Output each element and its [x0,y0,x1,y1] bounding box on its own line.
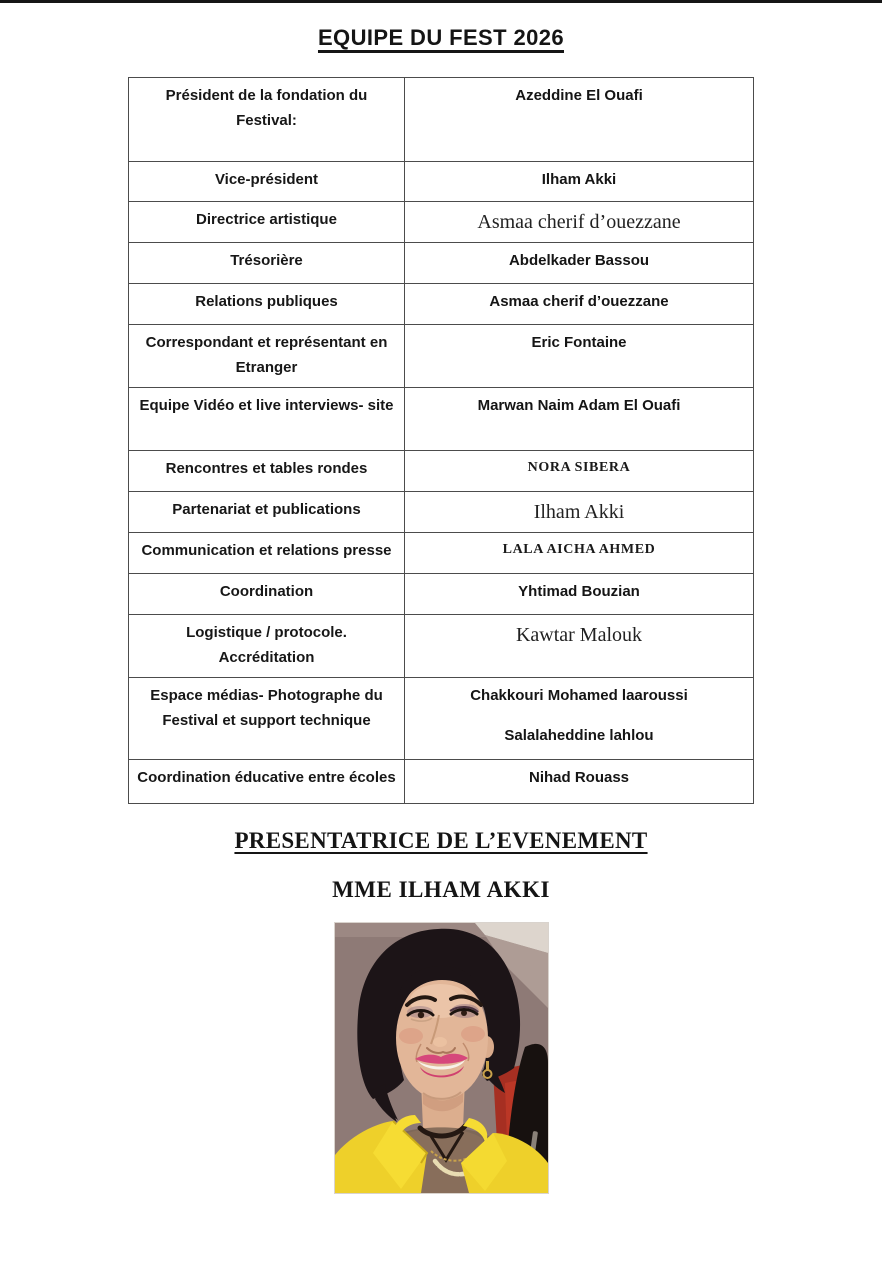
team-table-row [129,492,754,533]
team-table-row [129,760,754,804]
role-cell: Coordination [129,574,405,615]
name-cell [405,243,754,284]
name-cell [405,678,754,760]
presenter-portrait-illustration [335,923,548,1193]
name-cell [405,492,754,533]
team-table-row [129,678,754,760]
presenter-heading: PRESENTATRICE DE L’EVENEMENT [234,828,648,853]
name-line: Ilham Akki [541,171,617,188]
name-cell [405,202,754,243]
name-line: Asmaa cherif d’ouezzane [489,293,669,310]
role-cell: Coordination éducative entre écoles [129,760,405,804]
role-cell: Trésorière [129,243,405,284]
team-table-row [129,615,754,678]
team-table [128,77,754,804]
team-table-row [129,325,754,388]
role-cell: Directrice artistique [129,202,405,243]
role-cell: Relations publiques [129,284,405,325]
role-cell: Correspondant et représentant en Etranger [129,325,405,388]
name-cell [405,325,754,388]
name-line: Kawtar Malouk [515,624,643,646]
name-line: Eric Fontaine [531,334,627,351]
name-line: Marwan Naim Adam El Ouafi [477,397,681,414]
name-cell [405,388,754,451]
name-cell [405,574,754,615]
name-line: NORA SIBERA [527,460,631,475]
name-line: Abdelkader Bassou [508,252,650,269]
name-cell [405,451,754,492]
name-line: Azeddine El Ouafi [515,87,643,104]
name-line: Asmaa cherif d’ouezzane [477,211,681,233]
name-line: Nihad Rouass [528,769,630,786]
name-line: Ilham Akki [533,501,625,523]
name-cell [405,615,754,678]
team-table-row [129,388,754,451]
team-table-row [129,574,754,615]
role-cell: Espace médias- Photographe du Festival et support technique [129,678,405,760]
name-line: Chakkouri Mohamed laaroussi [470,687,688,704]
role-cell: Président de la fondation du Festival: [129,78,405,162]
role-cell: Logistique / protocole. Accréditation [129,615,405,678]
name-cell [405,162,754,202]
team-table-row [129,451,754,492]
name-line: Yhtimad Bouzian [518,583,640,600]
team-table-row [129,533,754,574]
team-table-row [129,78,754,162]
name-cell [405,533,754,574]
role-cell: Communication et relations presse [129,533,405,574]
team-table-row [129,243,754,284]
role-cell: Rencontres et tables rondes [129,451,405,492]
name-cell [405,284,754,325]
role-cell: Equipe Vidéo et live interviews- site [129,388,405,451]
team-table-row [129,162,754,202]
page-title: EQUIPE DU FEST 2026 [317,25,564,50]
team-table-body [129,78,754,804]
team-table-row [129,284,754,325]
presenter-photo [335,923,548,1193]
name-line: Salalaheddine lahlou [504,726,654,744]
scan-edge-artifact [0,0,882,3]
presenter-name: MME ILHAM AKKI [332,877,550,902]
name-line: LALA AICHA AHMED [502,542,656,557]
name-cell [405,760,754,804]
name-cell [405,78,754,162]
role-cell: Vice-président [129,162,405,202]
team-table-row [129,202,754,243]
role-cell: Partenariat et publications [129,492,405,533]
